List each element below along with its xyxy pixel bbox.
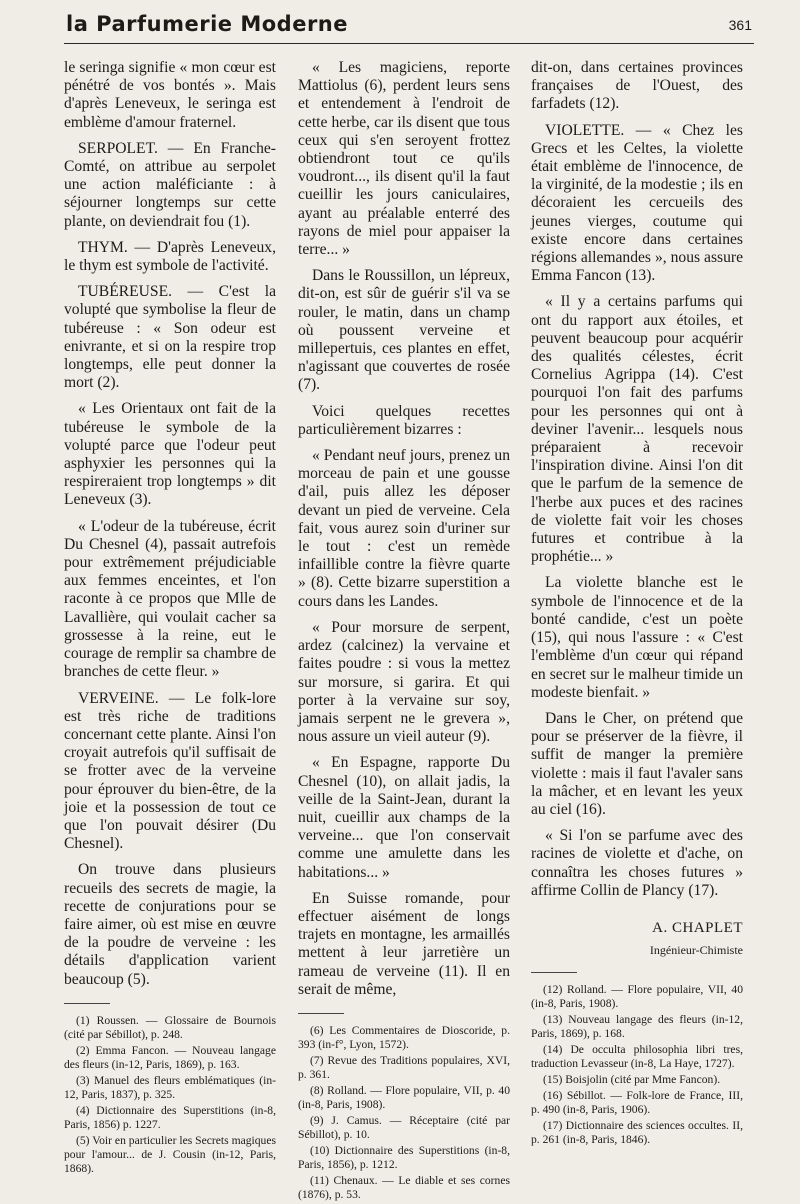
page-number: 361 [728,17,752,33]
journal-title: la Parfumerie Moderne [66,12,349,36]
paragraph: le seringa signifie « mon cœur est pénétré de vos bontés ». Mais d'après Leneveux, le seringa est emblème d'amour fraternel. [64,59,276,131]
column-3-body [531,59,743,900]
column-1-body [64,59,276,989]
paragraph: Voici quelques recettes particulièrement bizarres : [298,402,510,438]
column-2 [298,59,510,1204]
paragraph: Dans le Cher, on prétend que pour se préserver de la fièvre, il suffit de manger la première violette : mais il faut l'avaler sans la mâcher, et en levant les yeux au ciel (16). [531,709,743,818]
paragraph: « Les magiciens, reporte Mattiolus (6), perdent leurs sens et entendement à l'endroit de cette herbe, car ils disent que tous ceux qui s'en seroyent frottez obtiendront tout ce qu'ils voudront..., ils disent qu'il la faut cueillir les jours caniculaires, ayant au préalable enterré des rayons de miel pour appaiser la terre... » [298,59,510,259]
footnote: (7) Revue des Traditions populaires, XVI, p. 361. [298,1053,510,1081]
author-signature: A. CHAPLET [652,919,743,936]
paragraph: « En Espagne, rapporte Du Chesnel (10), on allait jadis, la veille de la Saint-Jean, durant la nuit, cueillir aux champs de la verveine... que l'on conservait comme une amulette dans les habitations... » [298,754,510,881]
footnote-separator [531,972,577,973]
footnote-separator [298,1013,344,1014]
column-1-footnotes [64,1014,276,1176]
paragraph: dit-on, dans certaines provinces françaises de l'Ouest, des farfadets (12). [531,59,743,113]
paragraph: « Pendant neuf jours, prenez un morceau de pain et une gousse d'ail, puis allez les déposer devant un pied de verveine. Cela fait, vous aurez soin d'uriner sur le tout : c'est un remède infaillible contre la fièvre quarte » (8). Cette bizarre superstition a cours dans les Landes. [298,447,510,610]
footnote: (15) Boisjolin (cité par Mme Fancon). [543,1072,721,1086]
footnote: (11) Chenaux. — Le diable et ses cornes (1876), p. 53. [298,1173,510,1201]
author-title: Ingénieur-Chimiste [649,942,743,957]
paragraph: « Les Orientaux ont fait de la tubéreuse le symbole de la volupté parce que l'odeur peut asphyxier les personnes qui la respireraient trop longtemps » dit Leneveux (3). [64,400,276,509]
footnote: (1) Roussen. — Glossaire de Bournois (cité par Sébillot), p. 248. [64,1013,276,1041]
footnote: (12) Rolland. — Flore populaire, VII, 40 (in-8, Paris, 1908). [531,982,743,1010]
paragraph: TUBÉREUSE. — C'est la volupté que symbolise la fleur de tubéreuse : « Son odeur est enivrante, et si on la respire trop longtemps, elle peut donner la mort (2). [64,283,276,392]
paragraph: « Pour morsure de serpent, ardez (calcinez) la vervaine et faites poudre : si vous la mettez sur morsure, si garira. Et qui porter à la vervaine sur soy, jamais serpent ne le grevera », nous assure un vieil auteur (9). [298,618,510,746]
column-2-body [298,59,510,999]
footnote: (4) Dictionnaire des Superstitions (in-8, Paris, 1856) p. 1227. [64,1103,276,1131]
running-header [66,12,752,40]
footnote: (2) Emma Fancon. — Nouveau langage des fleurs (in-12, Paris, 1869), p. 163. [64,1043,276,1071]
paragraph: VIOLETTE. — « Chez les Grecs et les Celtes, la violette était emblème de l'innocence, de la virginité, de la modestie ; ils en décoraient les cercueils des jeunes vierges, coutume qui existe encore dans certaines régions allemandes », nous assure Emma Fancon (13). [531,121,743,285]
footnote: (16) Sébillot. — Folk-lore de France, III, p. 490 (in-8, Paris, 1906). [531,1088,743,1116]
paragraph: Dans le Roussillon, un lépreux, dit-on, est sûr de guérir s'il va se rouler, le matin, dans un champ où poussent verveine et millepertuis, ces plantes en effet, n'agissant que couvertes de rosée (7). [298,267,510,394]
footnote: (3) Manuel des fleurs emblématiques (in-12, Paris, 1837), p. 325. [64,1073,276,1101]
paragraph: « Si l'on se parfume avec des racines de violette et d'ache, on connaîtra les choses futures » affirme Collin de Plancy (17). [531,827,743,899]
column-3 [531,59,743,1149]
footnote: (10) Dictionnaire des Superstitions (in-8, Paris, 1856), p. 1212. [298,1143,510,1171]
footnote: (17) Dictionnaire des sciences occultes. II, p. 261 (in-8, Paris, 1846). [531,1118,743,1146]
footnote-separator [64,1003,110,1004]
paragraph: VERVEINE. — Le folk-lore est très riche de traditions concernant cette plante. Ainsi l'on croyait autrefois qu'il suffisait de se frotter avec de la verveine pour éprouver du bien-être, de la joie et la possession de tout ce que l'on pouvait désirer (Du Chesnel). [64,689,276,853]
footnote: (14) De occulta philosophia libri tres, traduction Levasseur (in-8, La Haye, 1727). [531,1042,743,1070]
paragraph: On trouve dans plusieurs recueils des secrets de magie, la recette de conjurations pour se faire aimer, où est mise en œuvre de la poudre de verveine : les détails d'application varient beaucoup (5). [64,861,276,988]
paragraph: THYM. — D'après Leneveux, le thym est symbole de l'activité. [64,238,276,275]
paragraph: En Suisse romande, pour effectuer aisément de longs trajets en montagne, les armaillés mettent à leur jarretière un rameau de verveine (11). Il en serait de même, [298,889,510,998]
paragraph: « L'odeur de la tubéreuse, écrit Du Chesnel (4), passait autrefois pour extrêmement préjudiciable aux femmes enceintes, et l'on raconte à ce propos que Mlle de Lavallière, qui voulait cacher sa grossesse à la reine, eut le courage de remplir sa chambre de branches de cette fleur. » [64,517,276,681]
footnote: (9) J. Camus. — Réceptaire (cité par Sébillot), p. 10. [298,1113,510,1141]
paragraph: « Il y a certains parfums qui ont du rapport aux étoiles, et peuvent beaucoup pour acquérir des qualités célestes, écrit Cornelius Agrippa (14). C'est pourquoi l'on fait des parfums pour les personnes qui ont à deviner l'avenir... lesquels nous préparaient à recevoir l'inspiration divine. Ainsi l'on dit que le parfum de la semence de l'herbe aux puces et des racines de violette fait voir les choses futures et contribue à la prophétie... » [531,293,743,566]
header-rule [64,43,754,44]
footnote: (6) Les Commentaires de Dioscoride, p. 393 (in-f°, Lyon, 1572). [298,1023,510,1051]
column-2-footnotes [298,1024,510,1202]
paragraph: La violette blanche est le symbole de l'innocence et de la bonté candide, c'est un poète (15), qui nous l'assure : « C'est l'emblème d'un cœur qui répand en secret sur le malheur timide un modeste bienfait. » [531,574,743,701]
footnote: (8) Rolland. — Flore populaire, VII, p. 40 (in-8, Paris, 1908). [298,1083,510,1111]
footnote: (5) Voir en particulier les Secrets magiques pour l'amour... de J. Cousin (in-12, Paris, 1868). [64,1133,276,1175]
column-3-footnotes [531,983,743,1147]
paragraph: SERPOLET. — En Franche-Comté, on attribue au serpolet une action maléficiante : à séjourner longtemps sur cette plante, on deviendrait fou (1). [64,139,276,230]
column-1 [64,59,276,1178]
footnote: (13) Nouveau langage des fleurs (in-12, Paris, 1869), p. 168. [531,1012,743,1040]
